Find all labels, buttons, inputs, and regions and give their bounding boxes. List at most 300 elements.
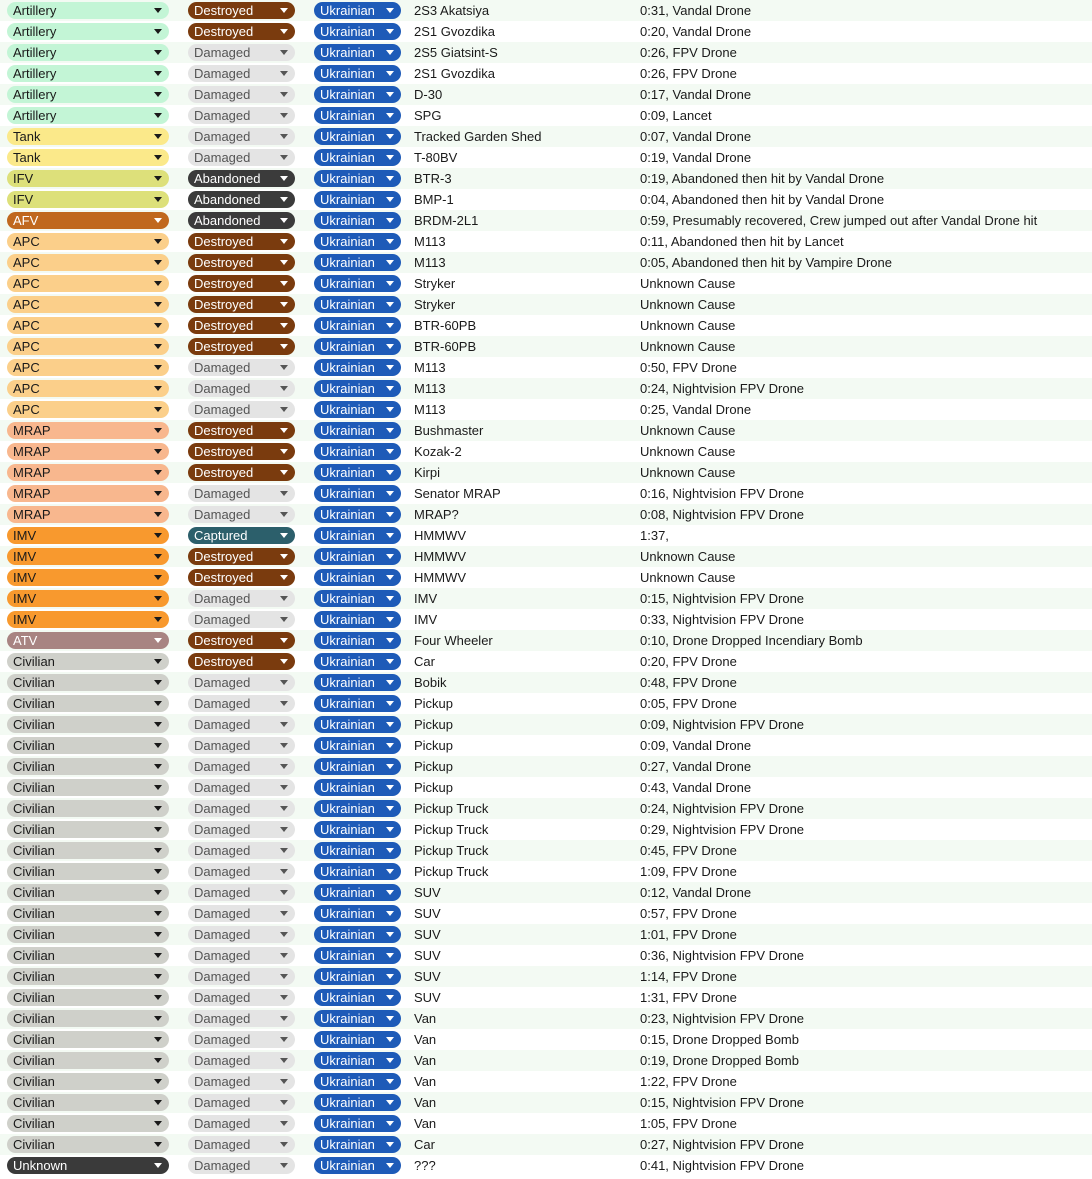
dropdown-caret-icon[interactable]	[154, 134, 162, 139]
note-cell[interactable]: 0:04, Abandoned then hit by Vandal Drone	[640, 192, 885, 207]
model-cell[interactable]: Pickup	[414, 717, 454, 732]
status-dropdown[interactable]	[188, 821, 295, 838]
nationality-dropdown[interactable]	[314, 86, 401, 103]
nationality-dropdown[interactable]	[314, 170, 401, 187]
dropdown-caret-icon[interactable]	[154, 449, 162, 454]
dropdown-caret-icon[interactable]	[154, 1037, 162, 1042]
dropdown-caret-icon[interactable]	[280, 134, 288, 139]
dropdown-caret-icon[interactable]	[386, 302, 394, 307]
category-dropdown[interactable]	[7, 443, 169, 460]
category-dropdown[interactable]	[7, 212, 169, 229]
dropdown-caret-icon[interactable]	[386, 932, 394, 937]
category-dropdown[interactable]	[7, 1115, 169, 1132]
dropdown-caret-icon[interactable]	[386, 386, 394, 391]
category-dropdown[interactable]	[7, 674, 169, 691]
dropdown-caret-icon[interactable]	[280, 491, 288, 496]
note-cell[interactable]: 0:24, Nightvision FPV Drone	[640, 381, 805, 396]
note-cell[interactable]: 1:09, FPV Drone	[640, 864, 737, 879]
model-cell[interactable]: SUV	[414, 990, 441, 1005]
nationality-dropdown[interactable]	[314, 632, 401, 649]
model-cell[interactable]: IMV	[414, 591, 438, 606]
note-cell[interactable]: 0:43, Vandal Drone	[640, 780, 752, 795]
note-cell[interactable]: 1:14, FPV Drone	[640, 969, 737, 984]
dropdown-caret-icon[interactable]	[386, 701, 394, 706]
category-dropdown[interactable]	[7, 1136, 169, 1153]
dropdown-caret-icon[interactable]	[154, 155, 162, 160]
model-cell[interactable]: Van	[414, 1032, 437, 1047]
model-cell[interactable]: M113	[414, 234, 446, 249]
dropdown-caret-icon[interactable]	[154, 533, 162, 538]
status-dropdown[interactable]	[188, 422, 295, 439]
nationality-dropdown[interactable]	[314, 338, 401, 355]
model-cell[interactable]: Senator MRAP	[414, 486, 501, 501]
dropdown-caret-icon[interactable]	[386, 617, 394, 622]
dropdown-caret-icon[interactable]	[280, 281, 288, 286]
dropdown-caret-icon[interactable]	[154, 1058, 162, 1063]
category-dropdown[interactable]	[7, 548, 169, 565]
dropdown-caret-icon[interactable]	[154, 806, 162, 811]
note-cell[interactable]: 0:09, Lancet	[640, 108, 712, 123]
dropdown-caret-icon[interactable]	[386, 1058, 394, 1063]
dropdown-caret-icon[interactable]	[386, 449, 394, 454]
nationality-dropdown[interactable]	[314, 1052, 401, 1069]
status-dropdown[interactable]	[188, 506, 295, 523]
note-cell[interactable]: 0:15, Nightvision FPV Drone	[640, 1095, 805, 1110]
status-dropdown[interactable]	[188, 1052, 295, 1069]
status-dropdown[interactable]	[188, 1031, 295, 1048]
nationality-dropdown[interactable]	[314, 422, 401, 439]
dropdown-caret-icon[interactable]	[280, 1016, 288, 1021]
note-cell[interactable]: 0:05, FPV Drone	[640, 696, 737, 711]
nationality-dropdown[interactable]	[314, 884, 401, 901]
status-dropdown[interactable]	[188, 758, 295, 775]
dropdown-caret-icon[interactable]	[386, 722, 394, 727]
dropdown-caret-icon[interactable]	[154, 848, 162, 853]
dropdown-caret-icon[interactable]	[154, 239, 162, 244]
category-dropdown[interactable]	[7, 233, 169, 250]
dropdown-caret-icon[interactable]	[280, 197, 288, 202]
status-dropdown[interactable]	[188, 233, 295, 250]
nationality-dropdown[interactable]	[314, 863, 401, 880]
dropdown-caret-icon[interactable]	[386, 470, 394, 475]
dropdown-caret-icon[interactable]	[154, 869, 162, 874]
note-cell[interactable]: 0:33, Nightvision FPV Drone	[640, 612, 805, 627]
dropdown-caret-icon[interactable]	[386, 911, 394, 916]
dropdown-caret-icon[interactable]	[280, 743, 288, 748]
model-cell[interactable]: HMMWV	[414, 549, 466, 564]
dropdown-caret-icon[interactable]	[154, 1121, 162, 1126]
nationality-dropdown[interactable]	[314, 968, 401, 985]
nationality-dropdown[interactable]	[314, 1031, 401, 1048]
nationality-dropdown[interactable]	[314, 569, 401, 586]
dropdown-caret-icon[interactable]	[386, 743, 394, 748]
dropdown-caret-icon[interactable]	[386, 1037, 394, 1042]
dropdown-caret-icon[interactable]	[154, 785, 162, 790]
status-dropdown[interactable]	[188, 632, 295, 649]
model-cell[interactable]: BTR-60PB	[414, 318, 477, 333]
dropdown-caret-icon[interactable]	[280, 1037, 288, 1042]
status-dropdown[interactable]	[188, 1115, 295, 1132]
nationality-dropdown[interactable]	[314, 380, 401, 397]
dropdown-caret-icon[interactable]	[280, 974, 288, 979]
model-cell[interactable]: M113	[414, 402, 446, 417]
dropdown-caret-icon[interactable]	[280, 50, 288, 55]
nationality-dropdown[interactable]	[314, 758, 401, 775]
dropdown-caret-icon[interactable]	[280, 260, 288, 265]
dropdown-caret-icon[interactable]	[280, 722, 288, 727]
dropdown-caret-icon[interactable]	[386, 197, 394, 202]
model-cell[interactable]: SUV	[414, 906, 441, 921]
dropdown-caret-icon[interactable]	[280, 596, 288, 601]
dropdown-caret-icon[interactable]	[280, 785, 288, 790]
note-cell[interactable]: 0:45, FPV Drone	[640, 843, 737, 858]
dropdown-caret-icon[interactable]	[154, 659, 162, 664]
status-dropdown[interactable]	[188, 884, 295, 901]
dropdown-caret-icon[interactable]	[280, 8, 288, 13]
note-cell[interactable]: 1:22, FPV Drone	[640, 1074, 737, 1089]
dropdown-caret-icon[interactable]	[280, 113, 288, 118]
status-dropdown[interactable]	[188, 1010, 295, 1027]
category-dropdown[interactable]	[7, 275, 169, 292]
note-cell[interactable]: 0:24, Nightvision FPV Drone	[640, 801, 805, 816]
status-dropdown[interactable]	[188, 674, 295, 691]
category-dropdown[interactable]	[7, 716, 169, 733]
dropdown-caret-icon[interactable]	[280, 1079, 288, 1084]
status-dropdown[interactable]	[188, 380, 295, 397]
status-dropdown[interactable]	[188, 611, 295, 628]
category-dropdown[interactable]	[7, 149, 169, 166]
category-dropdown[interactable]	[7, 44, 169, 61]
status-dropdown[interactable]	[188, 401, 295, 418]
dropdown-caret-icon[interactable]	[280, 428, 288, 433]
note-cell[interactable]: Unknown Cause	[640, 276, 736, 291]
model-cell[interactable]: M113	[414, 360, 446, 375]
category-dropdown[interactable]	[7, 359, 169, 376]
note-cell[interactable]: 0:11, Abandoned then hit by Lancet	[640, 234, 844, 249]
dropdown-caret-icon[interactable]	[280, 512, 288, 517]
status-dropdown[interactable]	[188, 275, 295, 292]
note-cell[interactable]: 0:12, Vandal Drone	[640, 885, 752, 900]
nationality-dropdown[interactable]	[314, 611, 401, 628]
note-cell[interactable]: 0:31, Vandal Drone	[640, 3, 752, 18]
status-dropdown[interactable]	[188, 1073, 295, 1090]
model-cell[interactable]: Car	[414, 1137, 435, 1152]
category-dropdown[interactable]	[7, 401, 169, 418]
dropdown-caret-icon[interactable]	[280, 890, 288, 895]
note-cell[interactable]: 0:19, Drone Dropped Bomb	[640, 1053, 799, 1068]
status-dropdown[interactable]	[188, 947, 295, 964]
dropdown-caret-icon[interactable]	[280, 386, 288, 391]
dropdown-caret-icon[interactable]	[386, 428, 394, 433]
nationality-dropdown[interactable]	[314, 107, 401, 124]
category-dropdown[interactable]	[7, 1031, 169, 1048]
dropdown-caret-icon[interactable]	[386, 71, 394, 76]
status-dropdown[interactable]	[188, 44, 295, 61]
note-cell[interactable]: 1:05, FPV Drone	[640, 1116, 737, 1131]
nationality-dropdown[interactable]	[314, 947, 401, 964]
nationality-dropdown[interactable]	[314, 1094, 401, 1111]
note-cell[interactable]: 0:15, Nightvision FPV Drone	[640, 591, 805, 606]
model-cell[interactable]: Pickup Truck	[414, 864, 489, 879]
nationality-dropdown[interactable]	[314, 737, 401, 754]
status-dropdown[interactable]	[188, 968, 295, 985]
status-dropdown[interactable]	[188, 359, 295, 376]
category-dropdown[interactable]	[7, 485, 169, 502]
nationality-dropdown[interactable]	[314, 779, 401, 796]
note-cell[interactable]: 0:10, Drone Dropped Incendiary Bomb	[640, 633, 863, 648]
dropdown-caret-icon[interactable]	[154, 1100, 162, 1105]
note-cell[interactable]: 0:16, Nightvision FPV Drone	[640, 486, 805, 501]
dropdown-caret-icon[interactable]	[154, 386, 162, 391]
status-dropdown[interactable]	[188, 590, 295, 607]
model-cell[interactable]: Pickup Truck	[414, 843, 489, 858]
category-dropdown[interactable]	[7, 1073, 169, 1090]
model-cell[interactable]: Pickup	[414, 780, 454, 795]
dropdown-caret-icon[interactable]	[280, 1142, 288, 1147]
dropdown-caret-icon[interactable]	[280, 365, 288, 370]
nationality-dropdown[interactable]	[314, 233, 401, 250]
category-dropdown[interactable]	[7, 968, 169, 985]
dropdown-caret-icon[interactable]	[386, 995, 394, 1000]
model-cell[interactable]: D-30	[414, 87, 443, 102]
dropdown-caret-icon[interactable]	[386, 365, 394, 370]
category-dropdown[interactable]	[7, 254, 169, 271]
nationality-dropdown[interactable]	[314, 527, 401, 544]
dropdown-caret-icon[interactable]	[154, 8, 162, 13]
category-dropdown[interactable]	[7, 86, 169, 103]
category-dropdown[interactable]	[7, 926, 169, 943]
nationality-dropdown[interactable]	[314, 905, 401, 922]
model-cell[interactable]: Kozak-2	[414, 444, 462, 459]
status-dropdown[interactable]	[188, 212, 295, 229]
category-dropdown[interactable]	[7, 296, 169, 313]
model-cell[interactable]: Stryker	[414, 276, 456, 291]
dropdown-caret-icon[interactable]	[386, 1163, 394, 1168]
status-dropdown[interactable]	[188, 317, 295, 334]
dropdown-caret-icon[interactable]	[386, 764, 394, 769]
note-cell[interactable]: Unknown Cause	[640, 570, 736, 585]
category-dropdown[interactable]	[7, 338, 169, 355]
note-cell[interactable]: 0:08, Nightvision FPV Drone	[640, 507, 805, 522]
category-dropdown[interactable]	[7, 695, 169, 712]
dropdown-caret-icon[interactable]	[386, 29, 394, 34]
category-dropdown[interactable]	[7, 989, 169, 1006]
model-cell[interactable]: Car	[414, 654, 435, 669]
dropdown-caret-icon[interactable]	[154, 911, 162, 916]
nationality-dropdown[interactable]	[314, 317, 401, 334]
model-cell[interactable]: BTR-3	[414, 171, 452, 186]
nationality-dropdown[interactable]	[314, 23, 401, 40]
nationality-dropdown[interactable]	[314, 1157, 401, 1174]
note-cell[interactable]: Unknown Cause	[640, 423, 736, 438]
dropdown-caret-icon[interactable]	[154, 575, 162, 580]
nationality-dropdown[interactable]	[314, 926, 401, 943]
model-cell[interactable]: SUV	[414, 969, 441, 984]
nationality-dropdown[interactable]	[314, 674, 401, 691]
dropdown-caret-icon[interactable]	[386, 953, 394, 958]
dropdown-caret-icon[interactable]	[386, 512, 394, 517]
status-dropdown[interactable]	[188, 548, 295, 565]
category-dropdown[interactable]	[7, 1157, 169, 1174]
dropdown-caret-icon[interactable]	[280, 932, 288, 937]
dropdown-caret-icon[interactable]	[154, 491, 162, 496]
dropdown-caret-icon[interactable]	[280, 806, 288, 811]
dropdown-caret-icon[interactable]	[154, 596, 162, 601]
dropdown-caret-icon[interactable]	[154, 1142, 162, 1147]
status-dropdown[interactable]	[188, 443, 295, 460]
dropdown-caret-icon[interactable]	[154, 218, 162, 223]
model-cell[interactable]: HMMWV	[414, 570, 466, 585]
dropdown-caret-icon[interactable]	[154, 29, 162, 34]
dropdown-caret-icon[interactable]	[386, 1016, 394, 1021]
dropdown-caret-icon[interactable]	[154, 617, 162, 622]
dropdown-caret-icon[interactable]	[386, 281, 394, 286]
dropdown-caret-icon[interactable]	[386, 596, 394, 601]
dropdown-caret-icon[interactable]	[386, 218, 394, 223]
dropdown-caret-icon[interactable]	[154, 50, 162, 55]
status-dropdown[interactable]	[188, 800, 295, 817]
status-dropdown[interactable]	[188, 716, 295, 733]
dropdown-caret-icon[interactable]	[386, 974, 394, 979]
dropdown-caret-icon[interactable]	[386, 806, 394, 811]
model-cell[interactable]: MRAP?	[414, 507, 459, 522]
dropdown-caret-icon[interactable]	[386, 155, 394, 160]
nationality-dropdown[interactable]	[314, 2, 401, 19]
dropdown-caret-icon[interactable]	[280, 848, 288, 853]
model-cell[interactable]: M113	[414, 255, 446, 270]
dropdown-caret-icon[interactable]	[154, 365, 162, 370]
status-dropdown[interactable]	[188, 170, 295, 187]
model-cell[interactable]: BRDM-2L1	[414, 213, 479, 228]
model-cell[interactable]: Stryker	[414, 297, 456, 312]
dropdown-caret-icon[interactable]	[386, 848, 394, 853]
nationality-dropdown[interactable]	[314, 1115, 401, 1132]
status-dropdown[interactable]	[188, 23, 295, 40]
dropdown-caret-icon[interactable]	[154, 470, 162, 475]
status-dropdown[interactable]	[188, 737, 295, 754]
dropdown-caret-icon[interactable]	[280, 659, 288, 664]
status-dropdown[interactable]	[188, 695, 295, 712]
note-cell[interactable]: 1:37,	[640, 528, 669, 543]
dropdown-caret-icon[interactable]	[154, 995, 162, 1000]
model-cell[interactable]: Pickup	[414, 696, 454, 711]
status-dropdown[interactable]	[188, 569, 295, 586]
note-cell[interactable]: Unknown Cause	[640, 318, 736, 333]
category-dropdown[interactable]	[7, 1052, 169, 1069]
dropdown-caret-icon[interactable]	[386, 113, 394, 118]
dropdown-caret-icon[interactable]	[154, 512, 162, 517]
dropdown-caret-icon[interactable]	[386, 785, 394, 790]
model-cell[interactable]: Pickup Truck	[414, 822, 489, 837]
dropdown-caret-icon[interactable]	[154, 764, 162, 769]
nationality-dropdown[interactable]	[314, 506, 401, 523]
dropdown-caret-icon[interactable]	[280, 911, 288, 916]
model-cell[interactable]: Van	[414, 1095, 437, 1110]
dropdown-caret-icon[interactable]	[386, 323, 394, 328]
dropdown-caret-icon[interactable]	[154, 281, 162, 286]
nationality-dropdown[interactable]	[314, 1073, 401, 1090]
note-cell[interactable]: 0:09, Vandal Drone	[640, 738, 752, 753]
note-cell[interactable]: 0:20, Vandal Drone	[640, 24, 752, 39]
model-cell[interactable]: Bobik	[414, 675, 447, 690]
note-cell[interactable]: 0:05, Abandoned then hit by Vampire Drone	[640, 255, 892, 270]
note-cell[interactable]: 0:50, FPV Drone	[640, 360, 737, 375]
nationality-dropdown[interactable]	[314, 716, 401, 733]
category-dropdown[interactable]	[7, 821, 169, 838]
dropdown-caret-icon[interactable]	[386, 1100, 394, 1105]
nationality-dropdown[interactable]	[314, 590, 401, 607]
dropdown-caret-icon[interactable]	[280, 176, 288, 181]
dropdown-caret-icon[interactable]	[386, 827, 394, 832]
model-cell[interactable]: Kirpi	[414, 465, 441, 480]
dropdown-caret-icon[interactable]	[386, 554, 394, 559]
note-cell[interactable]: 0:26, FPV Drone	[640, 66, 737, 81]
nationality-dropdown[interactable]	[314, 401, 401, 418]
status-dropdown[interactable]	[188, 842, 295, 859]
dropdown-caret-icon[interactable]	[154, 344, 162, 349]
dropdown-caret-icon[interactable]	[280, 554, 288, 559]
dropdown-caret-icon[interactable]	[280, 533, 288, 538]
note-cell[interactable]: 0:27, Vandal Drone	[640, 759, 752, 774]
dropdown-caret-icon[interactable]	[154, 323, 162, 328]
note-cell[interactable]: Unknown Cause	[640, 339, 736, 354]
model-cell[interactable]: 2S5 Giatsint-S	[414, 45, 498, 60]
category-dropdown[interactable]	[7, 863, 169, 880]
dropdown-caret-icon[interactable]	[154, 890, 162, 895]
model-cell[interactable]: SUV	[414, 885, 441, 900]
category-dropdown[interactable]	[7, 758, 169, 775]
note-cell[interactable]: Unknown Cause	[640, 444, 736, 459]
model-cell[interactable]: Bushmaster	[414, 423, 484, 438]
dropdown-caret-icon[interactable]	[154, 701, 162, 706]
dropdown-caret-icon[interactable]	[386, 344, 394, 349]
dropdown-caret-icon[interactable]	[280, 92, 288, 97]
dropdown-caret-icon[interactable]	[386, 533, 394, 538]
model-cell[interactable]: Van	[414, 1053, 437, 1068]
status-dropdown[interactable]	[188, 107, 295, 124]
status-dropdown[interactable]	[188, 485, 295, 502]
model-cell[interactable]: 2S3 Akatsiya	[414, 3, 490, 18]
nationality-dropdown[interactable]	[314, 989, 401, 1006]
model-cell[interactable]: Tracked Garden Shed	[414, 129, 542, 144]
nationality-dropdown[interactable]	[314, 149, 401, 166]
dropdown-caret-icon[interactable]	[280, 239, 288, 244]
note-cell[interactable]: 0:59, Presumably recovered, Crew jumped out after Vandal Drone hit	[640, 213, 1038, 228]
dropdown-caret-icon[interactable]	[280, 869, 288, 874]
model-cell[interactable]: SUV	[414, 948, 441, 963]
dropdown-caret-icon[interactable]	[154, 974, 162, 979]
model-cell[interactable]: BTR-60PB	[414, 339, 477, 354]
nationality-dropdown[interactable]	[314, 821, 401, 838]
dropdown-caret-icon[interactable]	[280, 995, 288, 1000]
category-dropdown[interactable]	[7, 317, 169, 334]
note-cell[interactable]: 1:01, FPV Drone	[640, 927, 737, 942]
note-cell[interactable]: 0:25, Vandal Drone	[640, 402, 752, 417]
dropdown-caret-icon[interactable]	[386, 134, 394, 139]
status-dropdown[interactable]	[188, 527, 295, 544]
nationality-dropdown[interactable]	[314, 464, 401, 481]
dropdown-caret-icon[interactable]	[154, 302, 162, 307]
category-dropdown[interactable]	[7, 191, 169, 208]
nationality-dropdown[interactable]	[314, 65, 401, 82]
dropdown-caret-icon[interactable]	[280, 1121, 288, 1126]
model-cell[interactable]: HMMWV	[414, 528, 466, 543]
model-cell[interactable]: IMV	[414, 612, 438, 627]
dropdown-caret-icon[interactable]	[154, 260, 162, 265]
dropdown-caret-icon[interactable]	[386, 1142, 394, 1147]
status-dropdown[interactable]	[188, 1157, 295, 1174]
dropdown-caret-icon[interactable]	[154, 1016, 162, 1021]
